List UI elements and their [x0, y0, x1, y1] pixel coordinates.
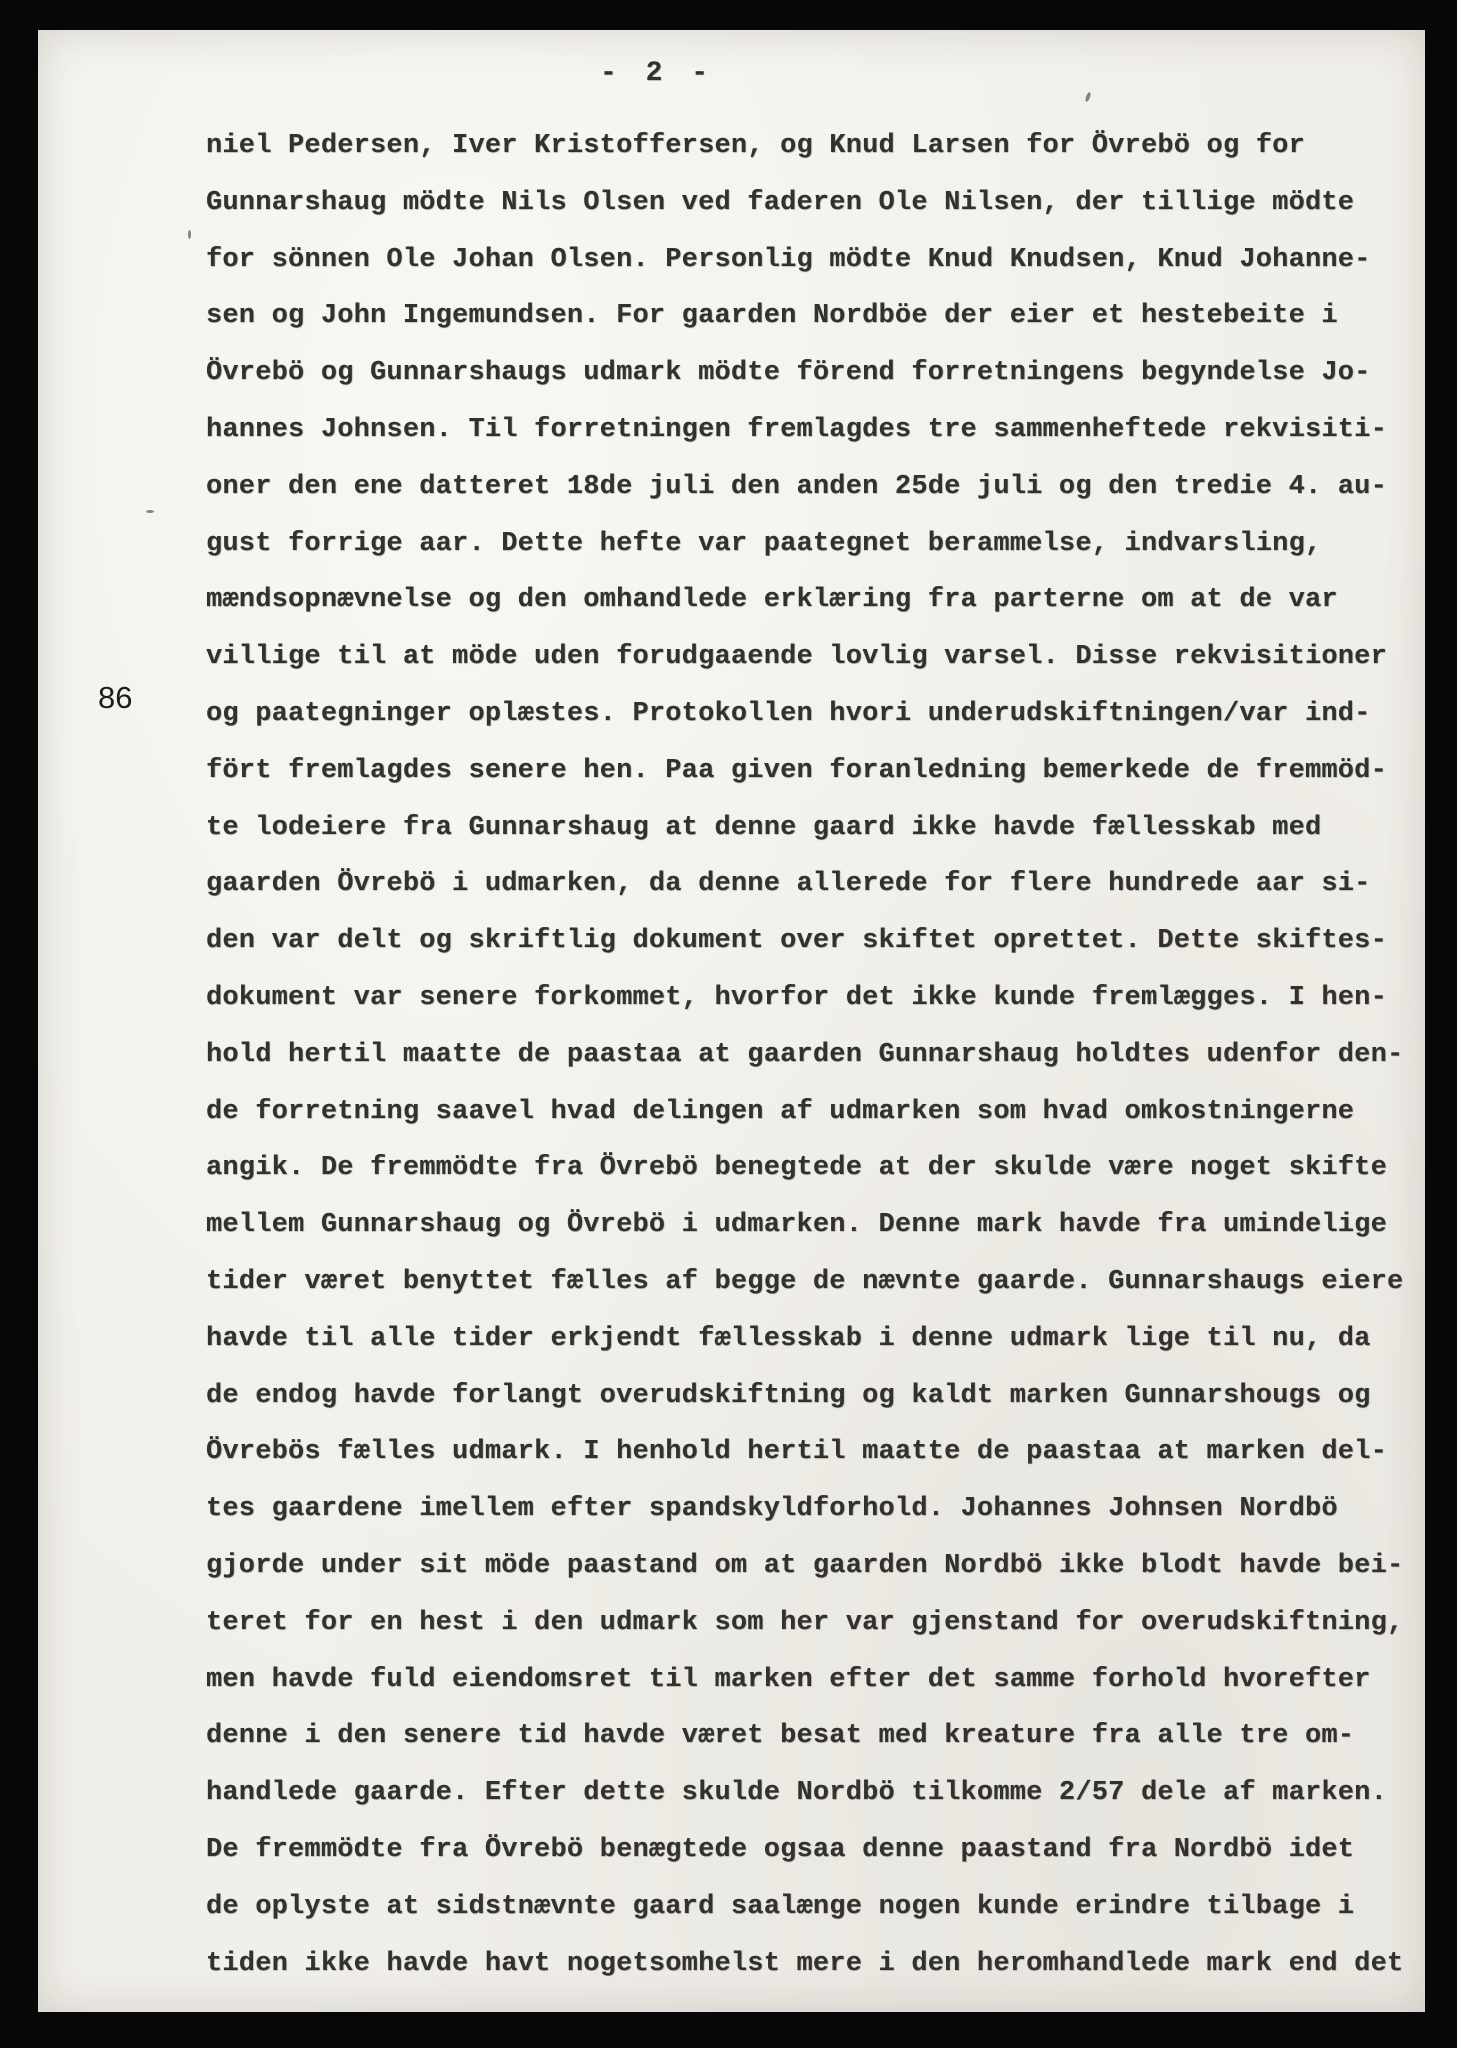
- text-line: tes gaardene imellem efter spandskyldforhold. Johannes Johnsen Nordbö: [206, 1494, 1338, 1525]
- text-line: de endog havde forlangt overudskiftning og kaldt marken Gunnarshougs og: [206, 1380, 1371, 1411]
- margin-number: 86: [98, 680, 133, 715]
- text-line: te lodeiere fra Gunnarshaug at denne gaard ikke havde fællesskab med: [206, 812, 1322, 843]
- text-line: Övrebös fælles udmark. I henhold hertil maatte de paastaa at marken del-: [206, 1437, 1387, 1468]
- text-line: gaarden Övrebö i udmarken, da denne allerede for flere hundrede aar si-: [206, 869, 1371, 900]
- text-line: De fremmödte fra Övrebö benægtede ogsaa denne paastand fra Nordbö idet: [206, 1834, 1355, 1865]
- text-line: de forretning saavel hvad delingen af udmarken som hvad omkostningerne: [206, 1096, 1355, 1127]
- text-line: gjorde under sit möde paastand om at gaarden Nordbö ikke blodt havde bei-: [206, 1550, 1404, 1581]
- text-line: hold hertil maatte de paastaa at gaarden Gunnarshaug holdtes udenfor den-: [206, 1039, 1404, 1070]
- text-line: teret for en hest i den udmark som her var gjenstand for overudskiftning,: [206, 1607, 1404, 1638]
- text-line: og paategninger oplæstes. Protokollen hvori underudskiftningen/var ind-: [206, 698, 1371, 729]
- text-line: tiden ikke havde havt nogetsomhelst mere i den heromhandlede mark end det: [206, 1948, 1404, 1979]
- scan-speck: [1084, 92, 1091, 103]
- text-line: for sönnen Ole Johan Olsen. Personlig mödte Knud Knudsen, Knud Johanne-: [206, 244, 1371, 275]
- text-line: villige til at möde uden forudgaaende lovlig varsel. Disse rekvisitioner: [206, 642, 1387, 673]
- text-line: denne i den senere tid havde været besat med kreature fra alle tre om-: [206, 1721, 1355, 1752]
- text-line: men havde fuld eiendomsret til marken efter det samme forhold hvorefter: [206, 1664, 1371, 1695]
- scan-speck: [188, 230, 191, 239]
- text-line: den var delt og skriftlig dokument over skiftet oprettet. Dette skiftes-: [206, 926, 1387, 957]
- text-line: de oplyste at sidstnævnte gaard saalænge nogen kunde erindre tilbage i: [206, 1891, 1355, 1922]
- text-line: niel Pedersen, Iver Kristoffersen, og Knud Larsen for Övrebö og for: [206, 131, 1305, 161]
- text-line: handlede gaarde. Efter dette skulde Nordbö tilkomme 2/57 dele af marken.: [206, 1778, 1387, 1809]
- text-line: mændsopnævnelse og den omhandlede erklæring fra parterne om at de var: [206, 585, 1338, 616]
- text-line: angik. De fremmödte fra Övrebö benegtede at der skulde være noget skifte: [206, 1153, 1387, 1184]
- text-line: dokument var senere forkommet, hvorfor det ikke kunde fremlægges. I hen-: [206, 982, 1387, 1013]
- document-page: [38, 30, 1425, 2012]
- text-line: mellem Gunnarshaug og Övrebö i udmarken. Denne mark havde fra umindelige: [206, 1210, 1387, 1241]
- text-line: sen og John Ingemundsen. For gaarden Nordböe der eier et hestebeite i: [206, 301, 1338, 332]
- text-line: oner den ene datteret 18de juli den anden 25de juli og den tredie 4. au-: [206, 471, 1387, 502]
- text-line: Gunnarshaug mödte Nils Olsen ved faderen Ole Nilsen, der tillige mödte: [206, 187, 1355, 218]
- text-line: fört fremlagdes senere hen. Paa given foranledning bemerkede de fremmöd-: [206, 755, 1387, 786]
- text-line: gust forrige aar. Dette hefte var paategnet berammelse, indvarsling,: [206, 528, 1322, 559]
- scan-speck: [146, 510, 154, 513]
- text-line: Övrebö og Gunnarshaugs udmark mödte förend forretningens begyndelse Jo-: [206, 358, 1371, 389]
- text-line: tider været benyttet fælles af begge de nævnte gaarde. Gunnarshaugs eiere: [206, 1266, 1404, 1297]
- page-number: - 2 -: [600, 58, 715, 89]
- text-line: hannes Johnsen. Til forretningen fremlagdes tre sammenheftede rekvisiti-: [206, 414, 1387, 445]
- text-line: havde til alle tider erkjendt fællesskab i denne udmark lige til nu, da: [206, 1323, 1371, 1354]
- document-text: [206, 118, 1425, 1992]
